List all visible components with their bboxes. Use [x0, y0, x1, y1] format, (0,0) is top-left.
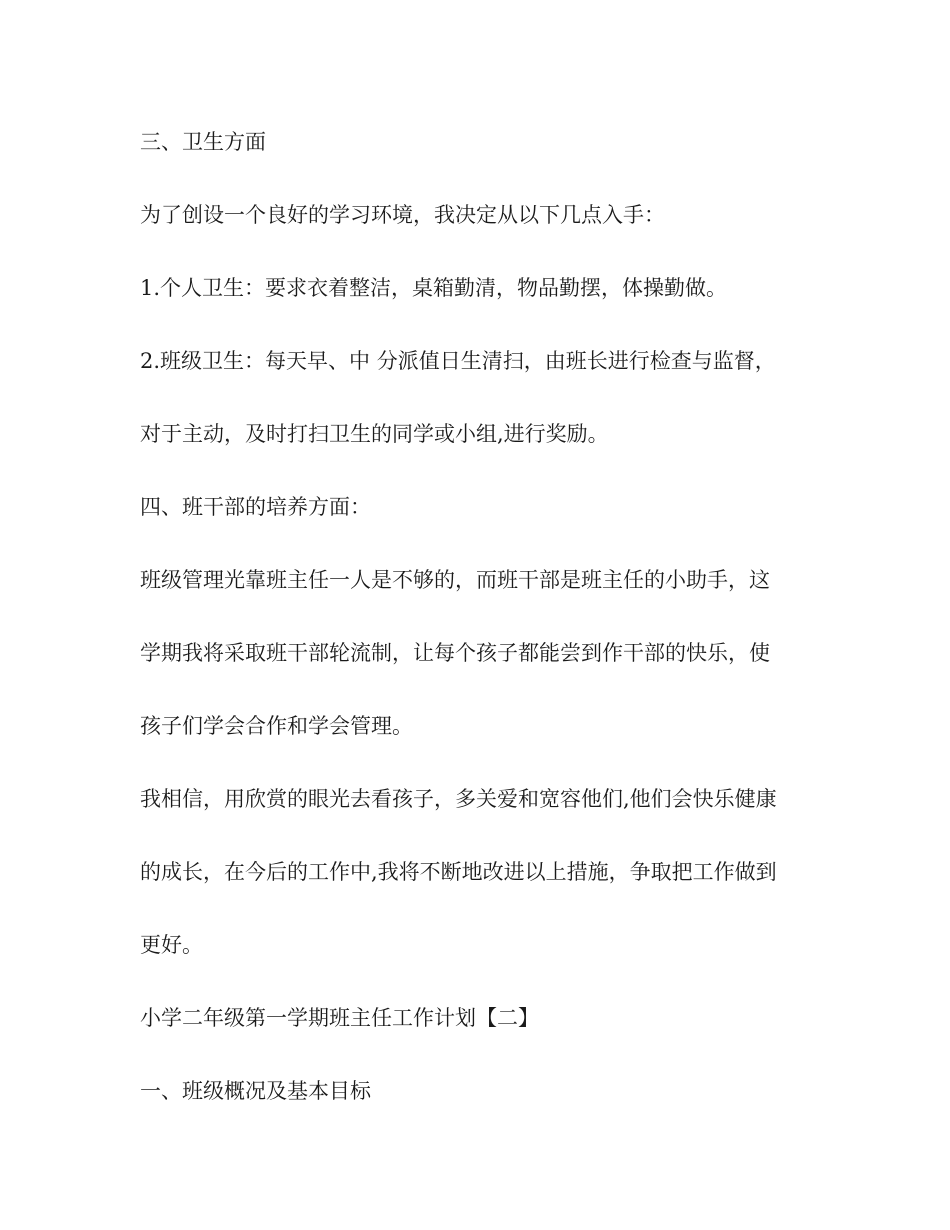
section-heading-hygiene: 三、卫生方面 [140, 130, 266, 154]
list-item-personal-hygiene: 1.个人卫生：要求衣着整洁，桌箱勤清，物品勤摆，体操勤做。 [140, 276, 728, 300]
paragraph-line: 更好。 [140, 933, 203, 957]
paragraph-line: 我相信，用欣赏的眼光去看孩子，多关爱和宽容他们,他们会快乐健康 [140, 787, 777, 811]
paragraph-line: 的成长，在今后的工作中,我将不断地改进以上措施，争取把工作做到 [140, 860, 777, 884]
paragraph-line: 学期我将采取班干部轮流制，让每个孩子都能尝到作干部的快乐，使 [140, 641, 770, 665]
paragraph-line: 对于主动，及时打扫卫生的同学或小组,进行奖励。 [140, 422, 609, 446]
list-item-class-hygiene: 2.班级卫生：每天早、中 分派值日生清扫，由班长进行检查与监督， [140, 349, 776, 373]
section-heading-class-overview: 一、班级概况及基本目标 [140, 1079, 371, 1103]
paragraph-line: 为了创设一个良好的学习环境，我决定从以下几点入手： [140, 203, 665, 227]
paragraph-line: 孩子们学会合作和学会管理。 [140, 714, 413, 738]
paragraph-line: 班级管理光靠班主任一人是不够的，而班干部是班主任的小助手，这 [140, 568, 770, 592]
section-heading-class-cadre: 四、班干部的培养方面： [140, 495, 371, 519]
document-title: 小学二年级第一学期班主任工作计划【二】 [140, 1006, 539, 1030]
